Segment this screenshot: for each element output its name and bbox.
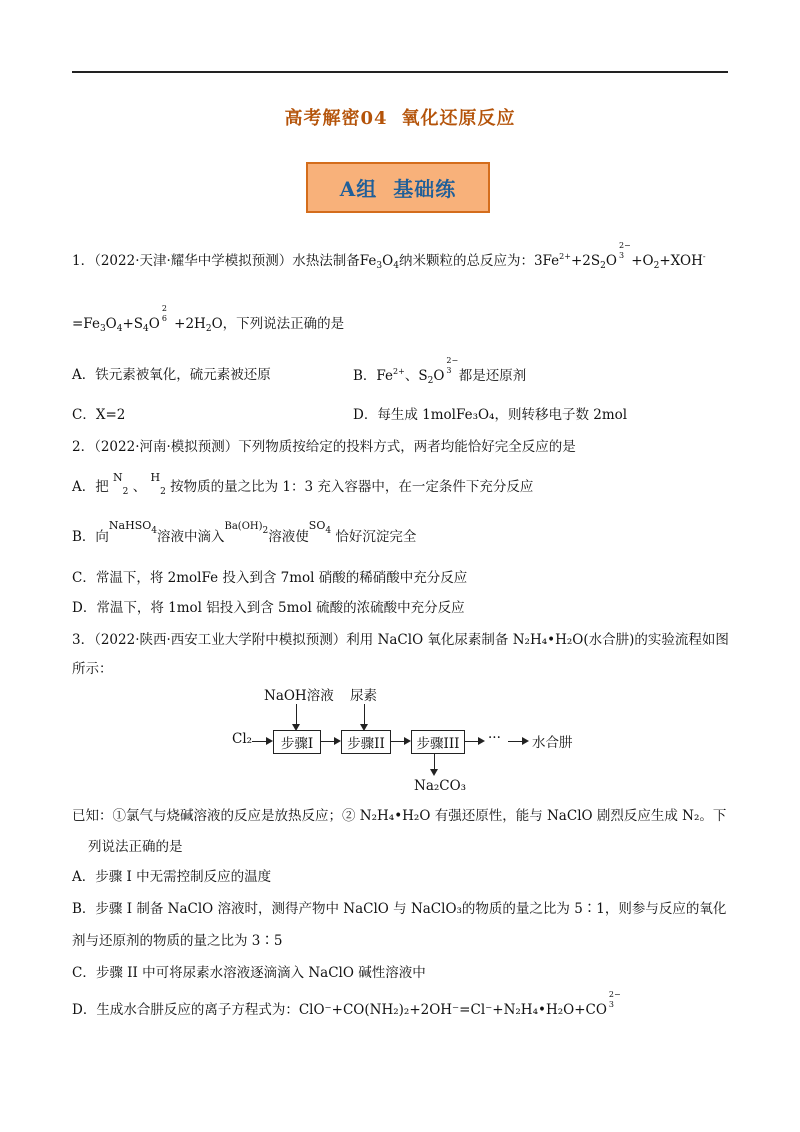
arrow-naoh: [296, 704, 297, 726]
q2-option-b: B．向$^{NaHSO4}$溶液中滴入$^{Ba(OH)2}$溶液使$^{SO4}$ 恰好沉淀完全: [72, 519, 417, 545]
naoh-label: NaOH溶液: [264, 688, 334, 704]
step3-box: 步骤III: [411, 730, 465, 754]
q1-option-c: C．X=2: [72, 407, 126, 423]
q3-stem-line2: 所示：: [72, 661, 113, 677]
arrow-2-3-head: [404, 737, 411, 745]
arrow-1-2: [320, 741, 334, 742]
arrow-na2co3-head: [430, 769, 438, 776]
q1-option-b: B．$Fe^{2+}$、$S_2O$ 2− 3 都是还原剂: [353, 356, 527, 386]
q3-option-b-line2: 剂与还原剂的物质的量之比为 3∶5: [72, 933, 283, 949]
q1-stem-line1: 1．（2022·天津·耀华中学模拟预测）水热法制备$Fe_3O_4$纳米颗粒的总反应为：$3Fe^{2+}+2S_2O$ 2− 3 $+O_2+XOH^-$: [72, 241, 706, 271]
header-rule: [72, 71, 728, 73]
arrow-3-dots-head: [478, 737, 485, 745]
q1-stem-line2: $=Fe_3O_4+S_4O$ 2 6 $+2H_2O$，下列说法正确的是: [72, 304, 345, 334]
q3-option-b-line1: B．步骤 I 制备 NaClO 溶液时，测得产物中 NaClO 与 NaClO₃的物质的量之比为 5∶1，则参与反应的氧化: [72, 901, 727, 917]
q2-option-a: A．把 $^N_2$ 、 $^H_2$ 按物质的量之比为 1：3 充入容器中，在一定条件下充分反应: [72, 471, 534, 497]
q2-option-d: D．常温下，将 1mol 铝投入到含 5mol 硫酸的浓硫酸中充分反应: [72, 600, 465, 616]
na2co3-label: Na₂CO₃: [414, 778, 467, 794]
arrow-urea: [364, 704, 365, 726]
q3-known-line1: 已知：①氯气与烧碱溶液的反应是放热反应；② N₂H₄•H₂O 有强还原性，能与 NaClO 剧烈反应生成 N₂。下: [72, 808, 727, 824]
q3-option-c: C．步骤 II 中可将尿素水溶液逐滴滴入 NaClO 碱性溶液中: [72, 965, 426, 981]
step1-box: 步骤I: [273, 730, 321, 754]
q1-option-a: A．铁元素被氧化，硫元素被还原: [72, 367, 271, 383]
arrow-1-2-head: [334, 737, 341, 745]
cl2-label: Cl₂: [232, 731, 253, 747]
q1-option-d: D．每生成 1molFe₃O₄，则转移电子数 2mol: [353, 407, 628, 423]
arrow-cl2-head: [266, 737, 273, 745]
arrow-dots-product: [508, 741, 522, 742]
q3-known-line2: 列说法正确的是: [88, 839, 183, 855]
group-label: A组 基础练: [339, 177, 457, 201]
product-label: 水合肼: [532, 735, 573, 751]
dots-label: ···: [488, 730, 501, 746]
urea-label: 尿素: [350, 688, 377, 704]
group-label-box: [306, 162, 490, 213]
arrow-dots-product-head: [522, 737, 529, 745]
arrow-cl2: [252, 741, 266, 742]
q3-option-d: D．生成水合肼反应的离子方程式为：ClO⁻+CO(NH₂)₂+2OH⁻=Cl⁻+N₂H₄•H₂O+CO 2− 3: [72, 990, 621, 1018]
arrow-2-3: [390, 741, 404, 742]
title-part2: 氧化还原反应: [401, 108, 516, 129]
q2-option-c: C．常温下，将 2molFe 投入到含 7mol 硝酸的稀硝酸中充分反应: [72, 570, 468, 586]
page-title: [0, 104, 800, 130]
q3-stem-line1: 3．（2022·陕西·西安工业大学附中模拟预测）利用 NaClO 氧化尿素制备 N₂H₄•H₂O(水合肼)的实验流程如图: [72, 632, 729, 648]
step2-box: 步骤II: [341, 730, 391, 754]
arrow-3-dots: [464, 741, 478, 742]
q2-stem: 2．（2022·河南·模拟预测）下列物质按给定的投料方式，两者均能恰好完全反应的是: [72, 439, 576, 455]
title-part1: 高考解密04: [284, 108, 388, 129]
q3-option-a: A．步骤 I 中无需控制反应的温度: [72, 869, 272, 885]
